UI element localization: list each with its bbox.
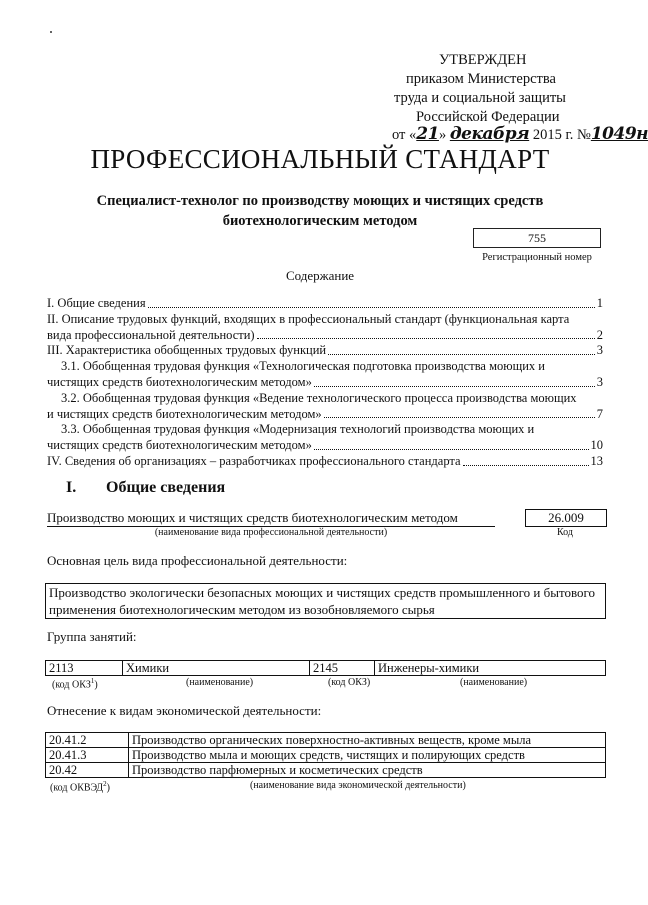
toc-leader <box>463 465 589 466</box>
registration-number-box: 755 <box>473 228 601 248</box>
section-number: I. <box>66 479 77 496</box>
economic-activity-label: Отнесение к видам экономической деятельности: <box>47 703 322 718</box>
economic-activity-table <box>45 732 606 778</box>
table-row <box>46 733 606 748</box>
activity-code-box: 26.009 <box>525 509 607 527</box>
section-title: Общие сведения <box>106 479 226 496</box>
occupation-table <box>45 660 606 676</box>
approval-date-line: от «21» декабря 2015 г. №1049н <box>392 124 648 144</box>
approved-country: Российской Федерации <box>416 109 560 125</box>
document-subtitle: Специалист-технолог по производству моющих и чистящих средств биотехнологическим методом <box>96 193 544 229</box>
okved-code-cell: 20.41.2 <box>46 733 129 748</box>
handwritten-order-number: 1049н <box>590 124 648 144</box>
table-of-contents <box>47 296 603 470</box>
toc-leader <box>257 338 595 339</box>
approved-ministry: приказом Министерства <box>406 71 556 87</box>
goal-label: Основная цель вида профессиональной деятельности: <box>47 553 348 568</box>
okz-code-caption: (код ОКЗ$^1$) <box>52 677 98 691</box>
toc-item-line[interactable]: 3.3. Обобщенная трудовая функция «Модернизация технологий производства моющих и <box>61 422 535 437</box>
okved-code-cell: 20.42 <box>46 763 129 778</box>
table-row <box>46 748 606 763</box>
toc-leader <box>314 386 595 387</box>
okz-code-cell: 2145 <box>310 661 375 676</box>
occupation-name-caption: (наименование) <box>186 677 254 688</box>
occupation-name-cell: Химики <box>123 661 310 676</box>
okz-code-caption-2: (код ОКЗ) <box>328 677 371 688</box>
activity-name-caption: (наименование вида профессиональной деятельности) <box>154 527 388 538</box>
activity-code-caption: Код <box>557 527 573 538</box>
okved-code-caption: (код ОКВЭД$^2$) <box>50 780 110 794</box>
toc-leader <box>148 307 595 308</box>
toc-leader <box>314 449 589 450</box>
activity-name: Производство моющих и чистящих средств биотехнологическим методом <box>47 510 495 527</box>
document-title: ПРОФЕССИОНАЛЬНЫЙ СТАНДАРТ <box>90 144 550 174</box>
table-row <box>46 661 606 676</box>
contents-heading: Содержание <box>285 268 355 283</box>
toc-item[interactable]: IV. Сведения об организациях – разработчиках профессионального стандарта 13 <box>47 453 603 468</box>
occupation-name-cell: Инженеры-химики <box>375 661 606 676</box>
approved-ministry-2: труда и социальной защиты <box>394 90 566 106</box>
handwritten-month: декабря <box>449 124 530 144</box>
toc-item[interactable]: III. Характеристика обобщенных трудовых функций 3 <box>47 343 603 358</box>
toc-item[interactable]: I. Общие сведения 1 <box>47 296 603 310</box>
toc-item[interactable]: вида профессиональной деятельности) 2 <box>47 327 603 342</box>
occupation-group-label: Группа занятий: <box>47 629 137 644</box>
okz-code-cell: 2113 <box>46 661 123 676</box>
occupation-name-caption-2: (наименование) <box>460 677 528 688</box>
economic-activity-name-cell: Производство мыла и моющих средств, чистящих и полирующих средств <box>129 748 606 763</box>
toc-item-line[interactable]: II. Описание трудовых функций, входящих в профессиональный стандарт (функциональная карта <box>47 311 570 326</box>
registration-number-label: Регистрационный номер <box>482 252 592 263</box>
toc-leader <box>328 354 595 355</box>
economic-activity-name-cell: Производство парфюмерных и косметических средств <box>129 763 606 778</box>
toc-item[interactable]: чистящих средств биотехнологическим методом» 10 <box>47 438 603 453</box>
economic-activity-name-caption: (наименование вида экономической деятельности) <box>250 780 466 791</box>
handwritten-day: 21 <box>416 124 439 144</box>
table-row <box>46 763 606 778</box>
toc-item-line[interactable]: 3.2. Обобщенная трудовая функция «Ведение технологического процесса производства моющих <box>61 390 577 405</box>
approved-heading: УТВЕРЖДЕН <box>439 52 527 68</box>
toc-item[interactable]: и чистящих средств биотехнологическим методом» 7 <box>47 406 603 421</box>
scan-speck <box>50 31 52 33</box>
okved-code-cell: 20.41.3 <box>46 748 129 763</box>
toc-item[interactable]: чистящих средств биотехнологическим методом» 3 <box>47 374 603 389</box>
toc-item-line[interactable]: 3.1. Обобщенная трудовая функция «Технологическая подготовка производства моющих и <box>61 359 545 374</box>
goal-text-box: Производство экологически безопасных моющих и чистящих средств промышленного и бытового применения биотехнологическим методом из возобновляемого сырья <box>45 583 606 619</box>
toc-leader <box>324 417 595 418</box>
economic-activity-name-cell: Производство органических поверхностно-активных веществ, кроме мыла <box>129 733 606 748</box>
